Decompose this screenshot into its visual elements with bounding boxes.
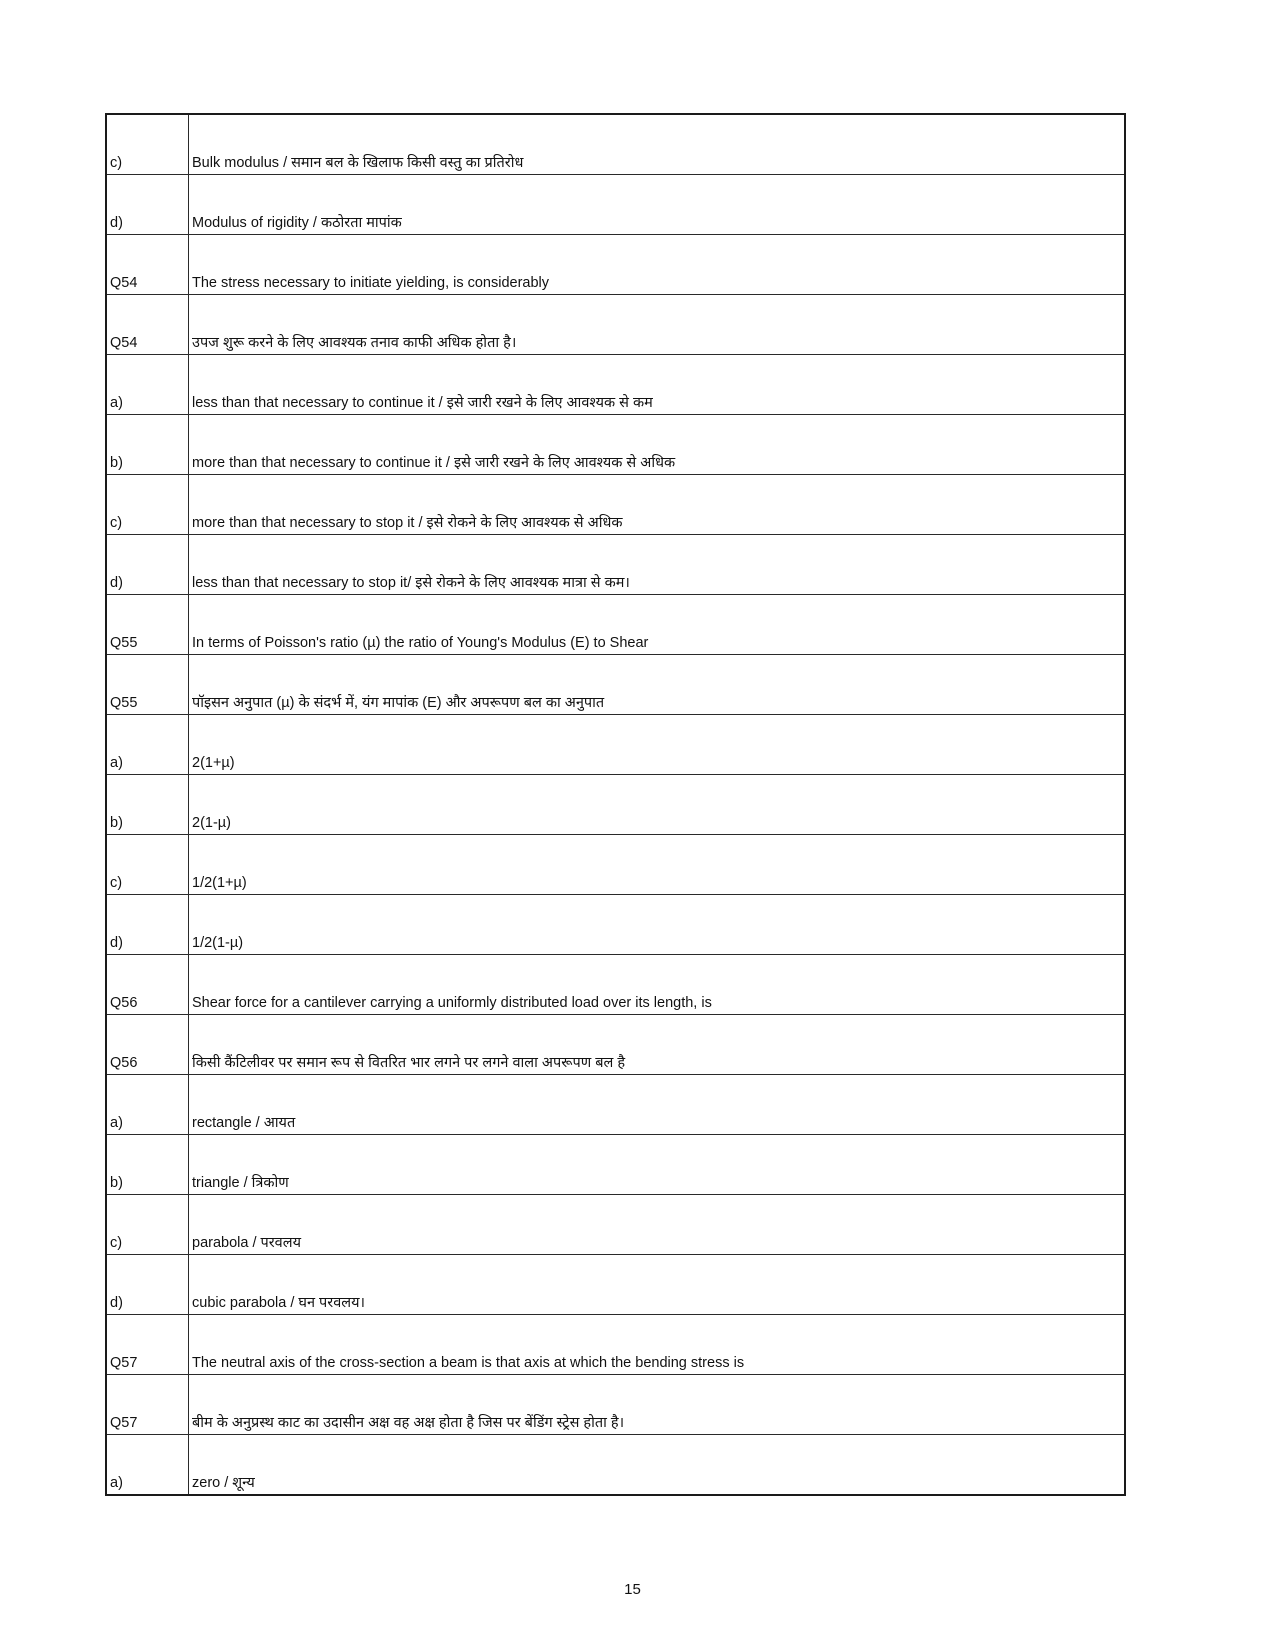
row-text: The neutral axis of the cross-section a beam is that axis at which the bending stress is (189, 1315, 1126, 1375)
table-row (106, 114, 1125, 175)
table-row (106, 535, 1125, 595)
table-row (106, 1255, 1125, 1315)
table-row (106, 1135, 1125, 1195)
row-label: Q54 (106, 235, 189, 295)
table-row (106, 1315, 1125, 1375)
table-row (106, 295, 1125, 355)
table-row (106, 235, 1125, 295)
row-label: Q55 (106, 595, 189, 655)
table-row (106, 355, 1125, 415)
row-label: c) (106, 114, 189, 175)
row-label: Q54 (106, 295, 189, 355)
row-label: b) (106, 775, 189, 835)
row-label: a) (106, 1075, 189, 1135)
row-text: cubic parabola / घन परवलय। (189, 1255, 1126, 1315)
row-text: किसी कैंटिलीवर पर समान रूप से वितरित भार लगने पर लगने वाला अपरूपण बल है (189, 1015, 1126, 1075)
row-label: Q55 (106, 655, 189, 715)
table-row (106, 475, 1125, 535)
row-text: 2(1+µ) (189, 715, 1126, 775)
row-label: c) (106, 475, 189, 535)
row-label: a) (106, 715, 189, 775)
table-row (106, 1015, 1125, 1075)
row-text: The stress necessary to initiate yielding, is considerably (189, 235, 1126, 295)
table-row (106, 835, 1125, 895)
row-label: a) (106, 1435, 189, 1496)
row-label: Q57 (106, 1375, 189, 1435)
table-row (106, 1435, 1125, 1496)
row-label: d) (106, 175, 189, 235)
table-row (106, 955, 1125, 1015)
row-text: less than that necessary to continue it / इसे जारी रखने के लिए आवश्यक से कम (189, 355, 1126, 415)
row-text: more than that necessary to stop it / इसे रोकने के लिए आवश्यक से अधिक (189, 475, 1126, 535)
table-row (106, 1375, 1125, 1435)
table-row (106, 775, 1125, 835)
row-label: c) (106, 1195, 189, 1255)
row-label: b) (106, 415, 189, 475)
row-text: बीम के अनुप्रस्थ काट का उदासीन अक्ष वह अक्ष होता है जिस पर बेंडिंग स्ट्रेस होता है। (189, 1375, 1126, 1435)
question-table-body (106, 114, 1125, 1495)
table-row (106, 175, 1125, 235)
page-number: 15 (624, 1581, 641, 1598)
row-text: rectangle / आयत (189, 1075, 1126, 1135)
row-text: Modulus of rigidity / कठोरता मापांक (189, 175, 1126, 235)
row-text: triangle / त्रिकोण (189, 1135, 1126, 1195)
row-text: पॉइसन अनुपात (µ) के संदर्भ में, यंग मापांक (E) और अपरूपण बल का अनुपात (189, 655, 1126, 715)
row-label: a) (106, 355, 189, 415)
row-label: d) (106, 535, 189, 595)
row-text: Shear force for a cantilever carrying a uniformly distributed load over its length, is (189, 955, 1126, 1015)
row-label: Q56 (106, 955, 189, 1015)
row-text: 2(1-µ) (189, 775, 1126, 835)
table-row (106, 655, 1125, 715)
table-row (106, 1195, 1125, 1255)
row-text: 1/2(1+µ) (189, 835, 1126, 895)
row-label: d) (106, 895, 189, 955)
row-label: b) (106, 1135, 189, 1195)
row-text: more than that necessary to continue it / इसे जारी रखने के लिए आवश्यक से अधिक (189, 415, 1126, 475)
table-row (106, 415, 1125, 475)
row-text: उपज शुरू करने के लिए आवश्यक तनाव काफी अधिक होता है। (189, 295, 1126, 355)
table-row (106, 715, 1125, 775)
question-table (105, 113, 1126, 1496)
table-row (106, 595, 1125, 655)
table-row (106, 895, 1125, 955)
table-row (106, 1075, 1125, 1135)
row-text: Bulk modulus / समान बल के खिलाफ किसी वस्तु का प्रतिरोध (189, 114, 1126, 175)
row-text: In terms of Poisson's ratio (µ) the ratio of Young's Modulus (E) to Shear (189, 595, 1126, 655)
row-label: c) (106, 835, 189, 895)
row-text: zero / शून्य (189, 1435, 1126, 1496)
row-label: d) (106, 1255, 189, 1315)
row-text: 1/2(1-µ) (189, 895, 1126, 955)
row-text: less than that necessary to stop it/ इसे रोकने के लिए आवश्यक मात्रा से कम। (189, 535, 1126, 595)
row-text: parabola / परवलय (189, 1195, 1126, 1255)
row-label: Q56 (106, 1015, 189, 1075)
row-label: Q57 (106, 1315, 189, 1375)
